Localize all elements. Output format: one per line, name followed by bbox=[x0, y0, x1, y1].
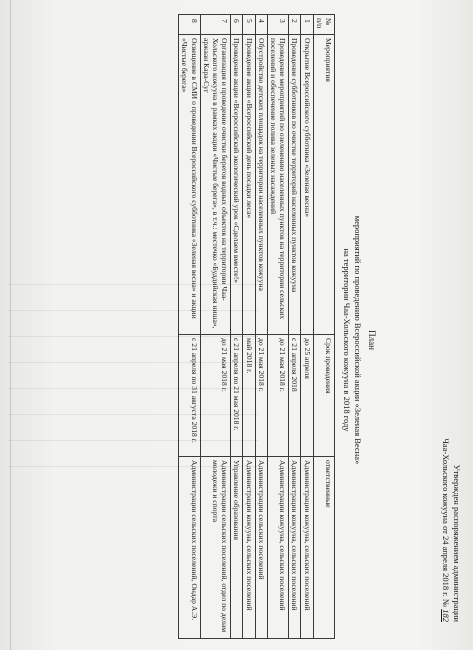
table-row bbox=[267, 15, 288, 639]
table-header-row bbox=[313, 15, 334, 639]
row-responsible: Администрации кожууна, сельских поселений bbox=[289, 457, 301, 639]
row-num: 3 bbox=[267, 15, 288, 35]
row-responsible: Администрации сельских поселений bbox=[255, 457, 267, 639]
row-responsible: Администрации кожууна, сельских поселений bbox=[243, 457, 255, 639]
row-date: до 21 мая 2018 г. bbox=[255, 335, 267, 457]
table-row bbox=[289, 15, 301, 639]
row-event: Обустройство детских площадок на территории населенных пунктов кожууна bbox=[255, 35, 267, 335]
approval-line-2-text: Чаа-Хольского кожууна от 24 апреля 2018 г. № bbox=[441, 438, 451, 608]
row-date: май 2018 г. bbox=[243, 335, 255, 457]
row-num: 4 bbox=[255, 15, 267, 35]
row-responsible: Администрации кожуунa, сельских поселений bbox=[301, 457, 313, 639]
approval-line-1: Утвержден распоряжением администрации bbox=[452, 464, 462, 622]
row-num: 7 bbox=[200, 15, 231, 35]
table-row bbox=[243, 15, 255, 639]
row-responsible: Администрации сельских поселений, отдел по делам молодежи и спорта bbox=[200, 457, 231, 639]
row-date: до 25 апреля bbox=[301, 335, 313, 457]
row-responsible: Управление образования bbox=[231, 457, 243, 639]
row-responsible: Администрации сельских поселений, Ондар А.Э. bbox=[179, 457, 200, 639]
row-event: Организация и проведение очистки берегов водных объектов на территории Чаа-Хольского кожууна в рамках акции «Чистые берега», в т.ч.: местечко «Буддийская ниша», аржаан Кара-Суг bbox=[200, 35, 231, 335]
row-num: 8 bbox=[179, 15, 200, 35]
header-event: Мероприятия bbox=[313, 35, 334, 335]
approval-line-2 bbox=[440, 372, 451, 622]
approval-handwritten-number: 182 bbox=[441, 609, 451, 622]
plan-heading: План bbox=[367, 330, 377, 350]
row-event: Проведение акции «Всероссийский экологический урок «Сделаем вместе!» bbox=[231, 35, 243, 335]
row-num: 6 bbox=[231, 15, 243, 35]
header-responsible: ответственные bbox=[313, 457, 334, 639]
row-event: Проведение субботников по очистке территорий населенных пунктов кожууна bbox=[289, 35, 301, 335]
table-row bbox=[301, 15, 313, 639]
row-num: 5 bbox=[243, 15, 255, 35]
row-event: Проведение мероприятий по озеленению населенных пунктов на территории сельских поселений и обеспечение полива зеленых насаждений bbox=[267, 35, 288, 335]
row-responsible: Администрации кожууна, сельских поселений bbox=[267, 457, 288, 639]
plan-subtitle-line-2: на территории Чаа-Хольского кожууна в 2018 году bbox=[342, 248, 352, 432]
header-num: № п/п bbox=[313, 15, 334, 35]
row-event: Освещение в СМИ о проведении Всероссийского субботника «Зеленая весна» и акции «Чистые берега» bbox=[179, 35, 200, 335]
plan-title-block bbox=[341, 150, 377, 530]
table-row bbox=[255, 15, 267, 639]
table-row bbox=[231, 15, 243, 639]
row-date: до 21 мая 2018 г. bbox=[200, 335, 231, 457]
row-num: 2 bbox=[289, 15, 301, 35]
row-date: с 21 апреля по 21 мая 2018 г. bbox=[231, 335, 243, 457]
header-date: Срок проведения bbox=[313, 335, 334, 457]
row-num: 1 bbox=[301, 15, 313, 35]
row-event: Открытие Всероссийского субботника «Зеленая весна» bbox=[301, 35, 313, 335]
row-date: до 21 мая 2018 г. bbox=[267, 335, 288, 457]
table-row bbox=[200, 15, 231, 639]
table-row bbox=[179, 15, 200, 639]
approval-note bbox=[440, 372, 462, 622]
plan-subtitle-line-1: мероприятий по проведению Всероссийской акции «Зеленая Весна» bbox=[353, 215, 363, 465]
events-table bbox=[178, 14, 335, 639]
row-date: с 21 апреля 2018 bbox=[289, 335, 301, 457]
row-date: с 21 апреля по 31 августа 2018 г. bbox=[179, 335, 200, 457]
row-event: Проведение акции «Всероссийский день посадки леса» bbox=[243, 35, 255, 335]
